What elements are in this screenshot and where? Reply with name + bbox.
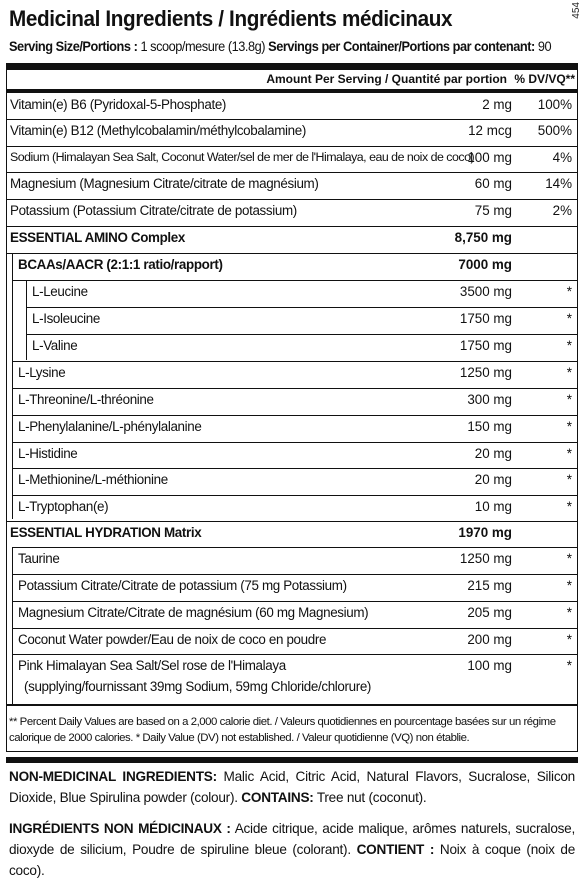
row-divider: [12, 388, 578, 389]
row-divider: [12, 442, 578, 443]
ingredient-name: Taurine: [18, 551, 60, 566]
row-divider: [12, 628, 578, 629]
contains-text: Tree nut (coconut).: [313, 790, 427, 805]
ingredient-dv: *: [566, 632, 572, 647]
row-divider: [12, 601, 578, 602]
ingredient-amount: 150 mg: [467, 419, 512, 434]
ingredient-name: L-Phenylalanine/L-phénylalanine: [18, 419, 202, 434]
ingredient-amount: 20 mg: [474, 472, 512, 487]
row-divider: [6, 253, 578, 254]
ingredient-name: L-Tryptophan(e): [18, 499, 109, 514]
ingredient-amount: 1250 mg: [459, 551, 512, 566]
contains-text-fr: Noix à coque (noix de coco).: [9, 842, 576, 878]
ingredient-dv: *: [566, 472, 572, 487]
row-divider: [12, 280, 578, 281]
row-divider: [6, 119, 578, 120]
side-code: 454: [571, 2, 582, 19]
ingredient-name: Magnesium (Magnesium Citrate/citrate de magnésium): [10, 176, 319, 191]
ingredient-amount: 75 mg: [474, 203, 512, 218]
ingredient-name: L-Methionine/L-méthionine: [18, 472, 168, 487]
ingredient-dv: *: [566, 578, 572, 593]
non-medicinal-label-fr: INGRÉDIENTS NON MÉDICINAUX :: [9, 821, 231, 836]
ingredient-dv: 2%: [552, 203, 572, 218]
table-frame: [6, 65, 578, 752]
ingredient-name: Potassium (Potassium Citrate/citrate de potassium): [10, 203, 297, 218]
ingredient-amount: 12 mcg: [468, 123, 512, 138]
non-medicinal-label: NON-MEDICINAL INGREDIENTS:: [9, 769, 217, 784]
footnote: ** Percent Daily Values are based on a 2,000 calorie diet. / Valeurs quotidiennes en pourcentage basées sur un régime calorique de 2000 calories. * Daily Value (DV) not established. / Valeur quotidienne (VQ) non établie.: [9, 716, 556, 744]
ingredient-amount: 7000 mg: [458, 257, 512, 272]
row-divider: [26, 307, 578, 308]
serving-size-label: Serving Size/Portions :: [9, 39, 138, 54]
ingredient-name: ESSENTIAL AMINO Complex: [10, 230, 185, 245]
ingredient-name: Vitamin(e) B12 (Methylcobalamin/méthylcobalamine): [10, 123, 306, 138]
top-thick-rule: [6, 63, 578, 70]
ingredient-amount: 60 mg: [474, 176, 512, 191]
servings-per-container-value: 90: [534, 39, 552, 54]
ingredient-dv: *: [566, 338, 572, 353]
row-divider: [6, 199, 578, 200]
ingredient-amount: 8,750 mg: [454, 230, 512, 245]
ingredient-dv: *: [566, 419, 572, 434]
indent-guide: [12, 548, 13, 704]
ingredient-amount: 215 mg: [467, 578, 512, 593]
row-divider: [12, 547, 578, 548]
ingredient-name: L-Histidine: [18, 446, 78, 461]
panel-title: Medicinal Ingredients / Ingrédients médicinaux: [9, 6, 453, 31]
ingredient-name: ESSENTIAL HYDRATION Matrix: [10, 525, 202, 540]
row-divider: [6, 146, 578, 147]
ingredient-name: Pink Himalayan Sea Salt/Sel rose de l'Himalaya: [18, 658, 286, 673]
ingredient-subnote: (supplying/fournissant 39mg Sodium, 59mg Chloride/chlorure): [24, 679, 372, 694]
footnote-bottom-rule: [6, 757, 578, 763]
row-divider: [12, 468, 578, 469]
ingredient-amount: 1750 mg: [459, 338, 512, 353]
ingredient-amount: 10 mg: [474, 499, 512, 514]
ingredient-dv: *: [566, 446, 572, 461]
ingredient-dv: 100%: [537, 97, 572, 112]
contains-label: CONTAINS:: [241, 790, 314, 805]
ingredient-dv: 4%: [552, 150, 572, 165]
indent-guide: [26, 280, 27, 360]
ingredient-amount: 100 mg: [467, 150, 512, 165]
ingredient-dv: *: [566, 605, 572, 620]
ingredient-amount: 200 mg: [467, 632, 512, 647]
ingredient-name: L-Isoleucine: [32, 311, 101, 326]
ingredient-name: BCAAs/AACR (2:1:1 ratio/rapport): [18, 257, 223, 272]
non-medicinal-text-fr: Acide citrique, acide malique, arômes naturels, sucralose, dioxyde de silicium, Poudre de spiruline bleue (colorant).: [9, 821, 576, 857]
ingredient-dv: *: [566, 392, 572, 407]
row-divider: [6, 226, 578, 227]
row-divider: [12, 415, 578, 416]
ingredient-dv: 500%: [537, 123, 572, 138]
ingredient-name: L-Leucine: [32, 284, 88, 299]
ingredient-name: Potassium Citrate/Citrate de potassium (75 mg Potassium): [18, 578, 347, 593]
non-medicinal-ingredients-fr: [9, 818, 575, 881]
ingredient-amount: 205 mg: [467, 605, 512, 620]
ingredient-dv: *: [566, 658, 572, 673]
ingredient-dv: *: [566, 551, 572, 566]
ingredient-dv: 14%: [545, 176, 572, 191]
ingredient-name: L-Lysine: [18, 365, 66, 380]
non-medicinal-ingredients: [9, 766, 575, 808]
indent-guide: [12, 253, 13, 519]
serving-info: [9, 39, 551, 54]
header-rule: [6, 89, 578, 93]
ingredient-amount: 2 mg: [482, 97, 512, 112]
ingredient-amount: 1750 mg: [459, 311, 512, 326]
ingredient-amount: 20 mg: [474, 446, 512, 461]
row-divider: [6, 521, 578, 522]
header-dv: % DV/VQ**: [514, 72, 575, 86]
ingredient-name: Vitamin(e) B6 (Pyridoxal-5-Phosphate): [10, 97, 227, 112]
ingredient-dv: *: [566, 365, 572, 380]
ingredient-name: Magnesium Citrate/Citrate de magnésium (60 mg Magnesium): [18, 605, 369, 620]
ingredient-amount: 1250 mg: [459, 365, 512, 380]
header-amount: Amount Per Serving / Quantité par portion: [266, 72, 507, 86]
servings-per-container-label: Servings per Container/Portions par contenant:: [268, 39, 535, 54]
ingredient-amount: 3500 mg: [459, 284, 512, 299]
row-divider: [12, 654, 578, 655]
contains-label-fr: CONTIENT :: [356, 842, 435, 857]
non-medicinal-text: Malic Acid, Citric Acid, Natural Flavors, Sucralose, Silicon Dioxide, Blue Spirulina powder (colour).: [9, 769, 575, 805]
ingredient-name: Coconut Water powder/Eau de noix de coco en poudre: [18, 632, 327, 647]
ingredient-name: L-Threonine/L-thréonine: [18, 392, 154, 407]
row-divider: [12, 495, 578, 496]
ingredient-dv: *: [566, 499, 572, 514]
ingredient-dv: *: [566, 311, 572, 326]
ingredient-amount: 1970 mg: [458, 525, 512, 540]
row-divider: [12, 361, 578, 362]
row-divider: [26, 334, 578, 335]
ingredient-dv: *: [566, 284, 572, 299]
ingredient-name: Sodium (Himalayan Sea Salt, Coconut Water/sel de mer de l'Himalaya, eau de noix de coco): [10, 150, 475, 164]
serving-size-value: 1 scoop/mesure (13.8g): [137, 39, 269, 54]
ingredient-name: L-Valine: [32, 338, 78, 353]
row-divider: [6, 172, 578, 173]
ingredient-amount: 100 mg: [467, 658, 512, 673]
row-divider: [12, 574, 578, 575]
table-bottom-rule: [6, 704, 578, 706]
ingredient-amount: 300 mg: [467, 392, 512, 407]
